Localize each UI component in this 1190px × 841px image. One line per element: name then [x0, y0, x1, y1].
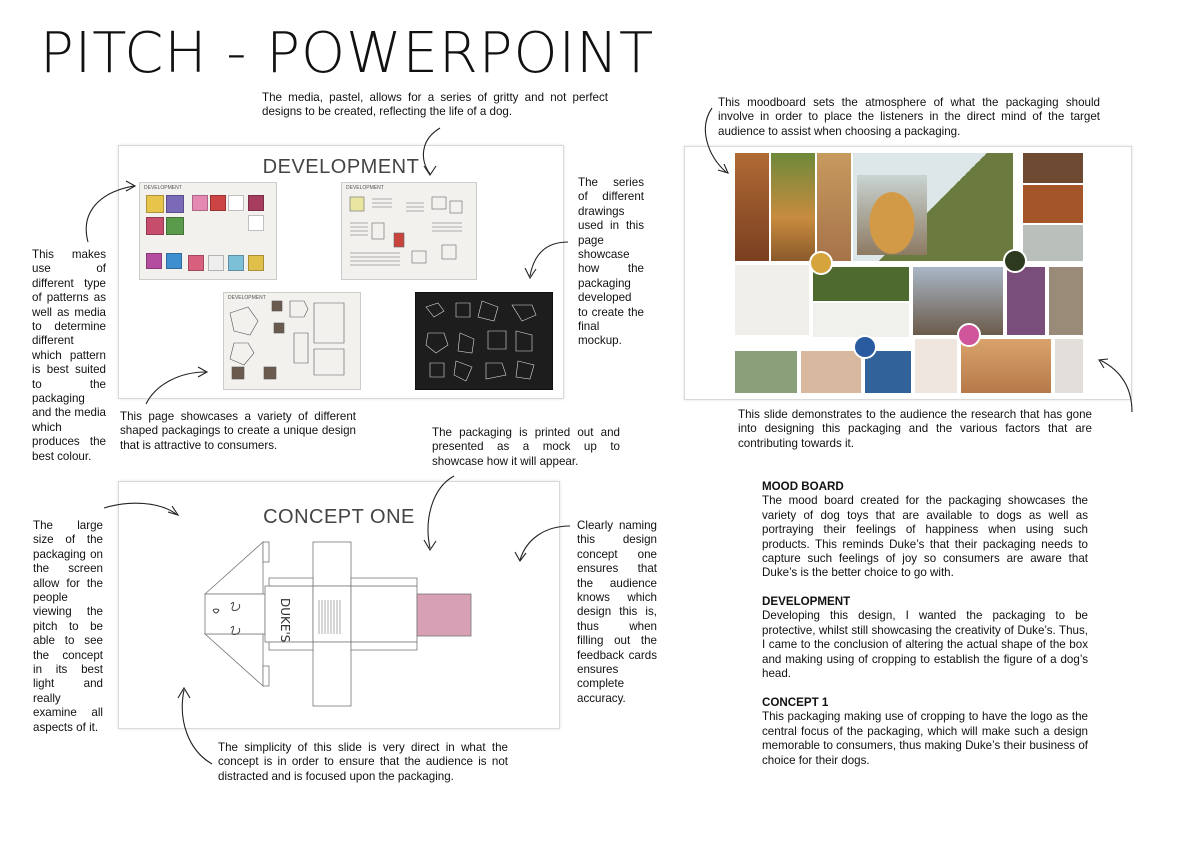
development-sheet-final: [415, 292, 553, 390]
moodboard-slide: [684, 146, 1132, 400]
sheet-label: DEVELOPMENT: [346, 185, 384, 191]
colour-swatch-pink: [957, 323, 981, 347]
pattern-swatch: [210, 195, 226, 211]
note-large-size: The large size of the packaging on the screen allow for the people viewing the pitch to be able to see the concept in its best light and really examine all aspects of it.: [33, 519, 103, 734]
note-simplicity: The simplicity of this slide is very direct in what the concept is in order to ensure that the audience is not distracted and is focused upon the packaging.: [218, 741, 508, 783]
packaging-accent-panel: [417, 594, 471, 636]
toy-photo: [1007, 267, 1045, 335]
colour-swatch-blue: [853, 335, 877, 359]
development-sheet-shapes: [223, 292, 361, 390]
toy-photo: [801, 351, 861, 393]
dog-photo: [817, 153, 851, 261]
pattern-swatch: [166, 253, 182, 269]
dog-photo: [1049, 267, 1083, 335]
toy-photo: [735, 265, 809, 335]
pattern-swatch: [146, 253, 162, 269]
pattern-swatch: [166, 217, 184, 235]
packaging-logo-text: DUKE'S: [278, 598, 292, 643]
section-concept-1: [762, 696, 1088, 768]
toy-photo: [813, 303, 909, 337]
note-moodboard: This moodboard sets the atmosphere of what the packaging should involve in order to place the listeners in the direct mind of the target audience to assist when choosing a packaging.: [718, 96, 1100, 138]
dog-photo: [1023, 225, 1083, 261]
page-title: PITCH - POWERPOINT: [40, 21, 655, 86]
dog-photo: [735, 153, 769, 261]
note-variety: This page showcases a variety of different shaped packagings to create a unique design that is attractive to consumers.: [120, 410, 356, 452]
shape-sketches: [224, 293, 360, 389]
note-patterns: This makes use of different type of patterns as well as media to determine different which pattern is best suited to the packaging and the media which produces the best colour.: [32, 248, 106, 463]
dog-photo: [857, 175, 927, 255]
dog-photo: [1023, 185, 1083, 223]
development-sheet-drawings: [341, 182, 477, 280]
sketch-lines: [342, 183, 476, 279]
pattern-swatch: [188, 255, 204, 271]
section-body: Developing this design, I wanted the packaging to be protective, whilst still showcasing the creativity of Duke’s. Thus, I came to the conclusion of altering the actual shape of the box and making using of cropping to establish the figure of a dog’s head.: [762, 609, 1088, 681]
concept-one-slide-title: CONCEPT ONE: [263, 506, 415, 528]
dog-photo: [1055, 339, 1083, 393]
note-printed: The packaging is printed out and presented as a mock up to showcase how it will appear.: [432, 426, 620, 468]
pattern-swatch: [166, 195, 184, 213]
packaging-net-diagram: [119, 482, 559, 728]
sand-photo: [961, 339, 1051, 393]
colour-swatch-mustard: [809, 251, 833, 275]
dog-photo: [771, 153, 815, 261]
pattern-swatch: [248, 195, 264, 211]
pattern-swatch: [248, 255, 264, 271]
development-slide-title: DEVELOPMENT: [262, 156, 420, 178]
pattern-swatch: [248, 215, 264, 231]
pattern-swatch: [192, 195, 208, 211]
section-mood-board: [762, 480, 1088, 581]
development-sheet-patterns: [139, 182, 277, 280]
chalk-sketches: [416, 293, 552, 389]
sheet-label: DEVELOPMENT: [144, 185, 182, 191]
note-research: This slide demonstrates to the audience the research that has gone into designing this packaging and the various factors that are contributing towards it.: [738, 408, 1092, 450]
dog-photo: [735, 351, 797, 393]
dog-photo: [913, 267, 1003, 335]
pattern-swatch: [146, 195, 164, 213]
development-slide: [118, 145, 564, 399]
pattern-swatch: [228, 255, 244, 271]
pattern-swatch: [208, 255, 224, 271]
section-heading: MOOD BOARD: [762, 480, 844, 493]
section-development: [762, 595, 1088, 681]
sheet-label: DEVELOPMENT: [228, 295, 266, 301]
note-series: The series of different drawings used in this page showcase how the packaging developed to create the final mockup.: [578, 176, 644, 348]
section-body: The mood board created for the packaging showcases the variety of dog toys that are available to dogs as well as portraying their feelings of happiness when using such products. This reminds Duke’s that their packaging needs to capture such feelings of joy so consumers are aware that Duke’s is the better choice to go with.: [762, 494, 1088, 580]
section-body: This packaging making use of cropping to have the logo as the central focus of the packaging, which will make such a design memorable to consumers, thus making Duke’s their business of choice for their dogs.: [762, 710, 1088, 767]
toy-photo: [915, 339, 957, 393]
note-naming: Clearly naming this design concept one ensures that the audience knows which design this is, thus when filling out the feedback cards ensures complete accuracy.: [577, 519, 657, 705]
pattern-swatch: [228, 195, 244, 211]
colour-swatch-darkgreen: [1003, 249, 1027, 273]
pattern-swatch: [146, 217, 164, 235]
water-photo: [865, 351, 911, 393]
section-heading: DEVELOPMENT: [762, 595, 851, 608]
concept-one-slide: [118, 481, 560, 729]
note-media: The media, pastel, allows for a series of gritty and not perfect designs to be created, reflecting the life of a dog.: [262, 91, 608, 119]
section-heading: CONCEPT 1: [762, 696, 829, 709]
dog-photo: [1023, 153, 1083, 183]
